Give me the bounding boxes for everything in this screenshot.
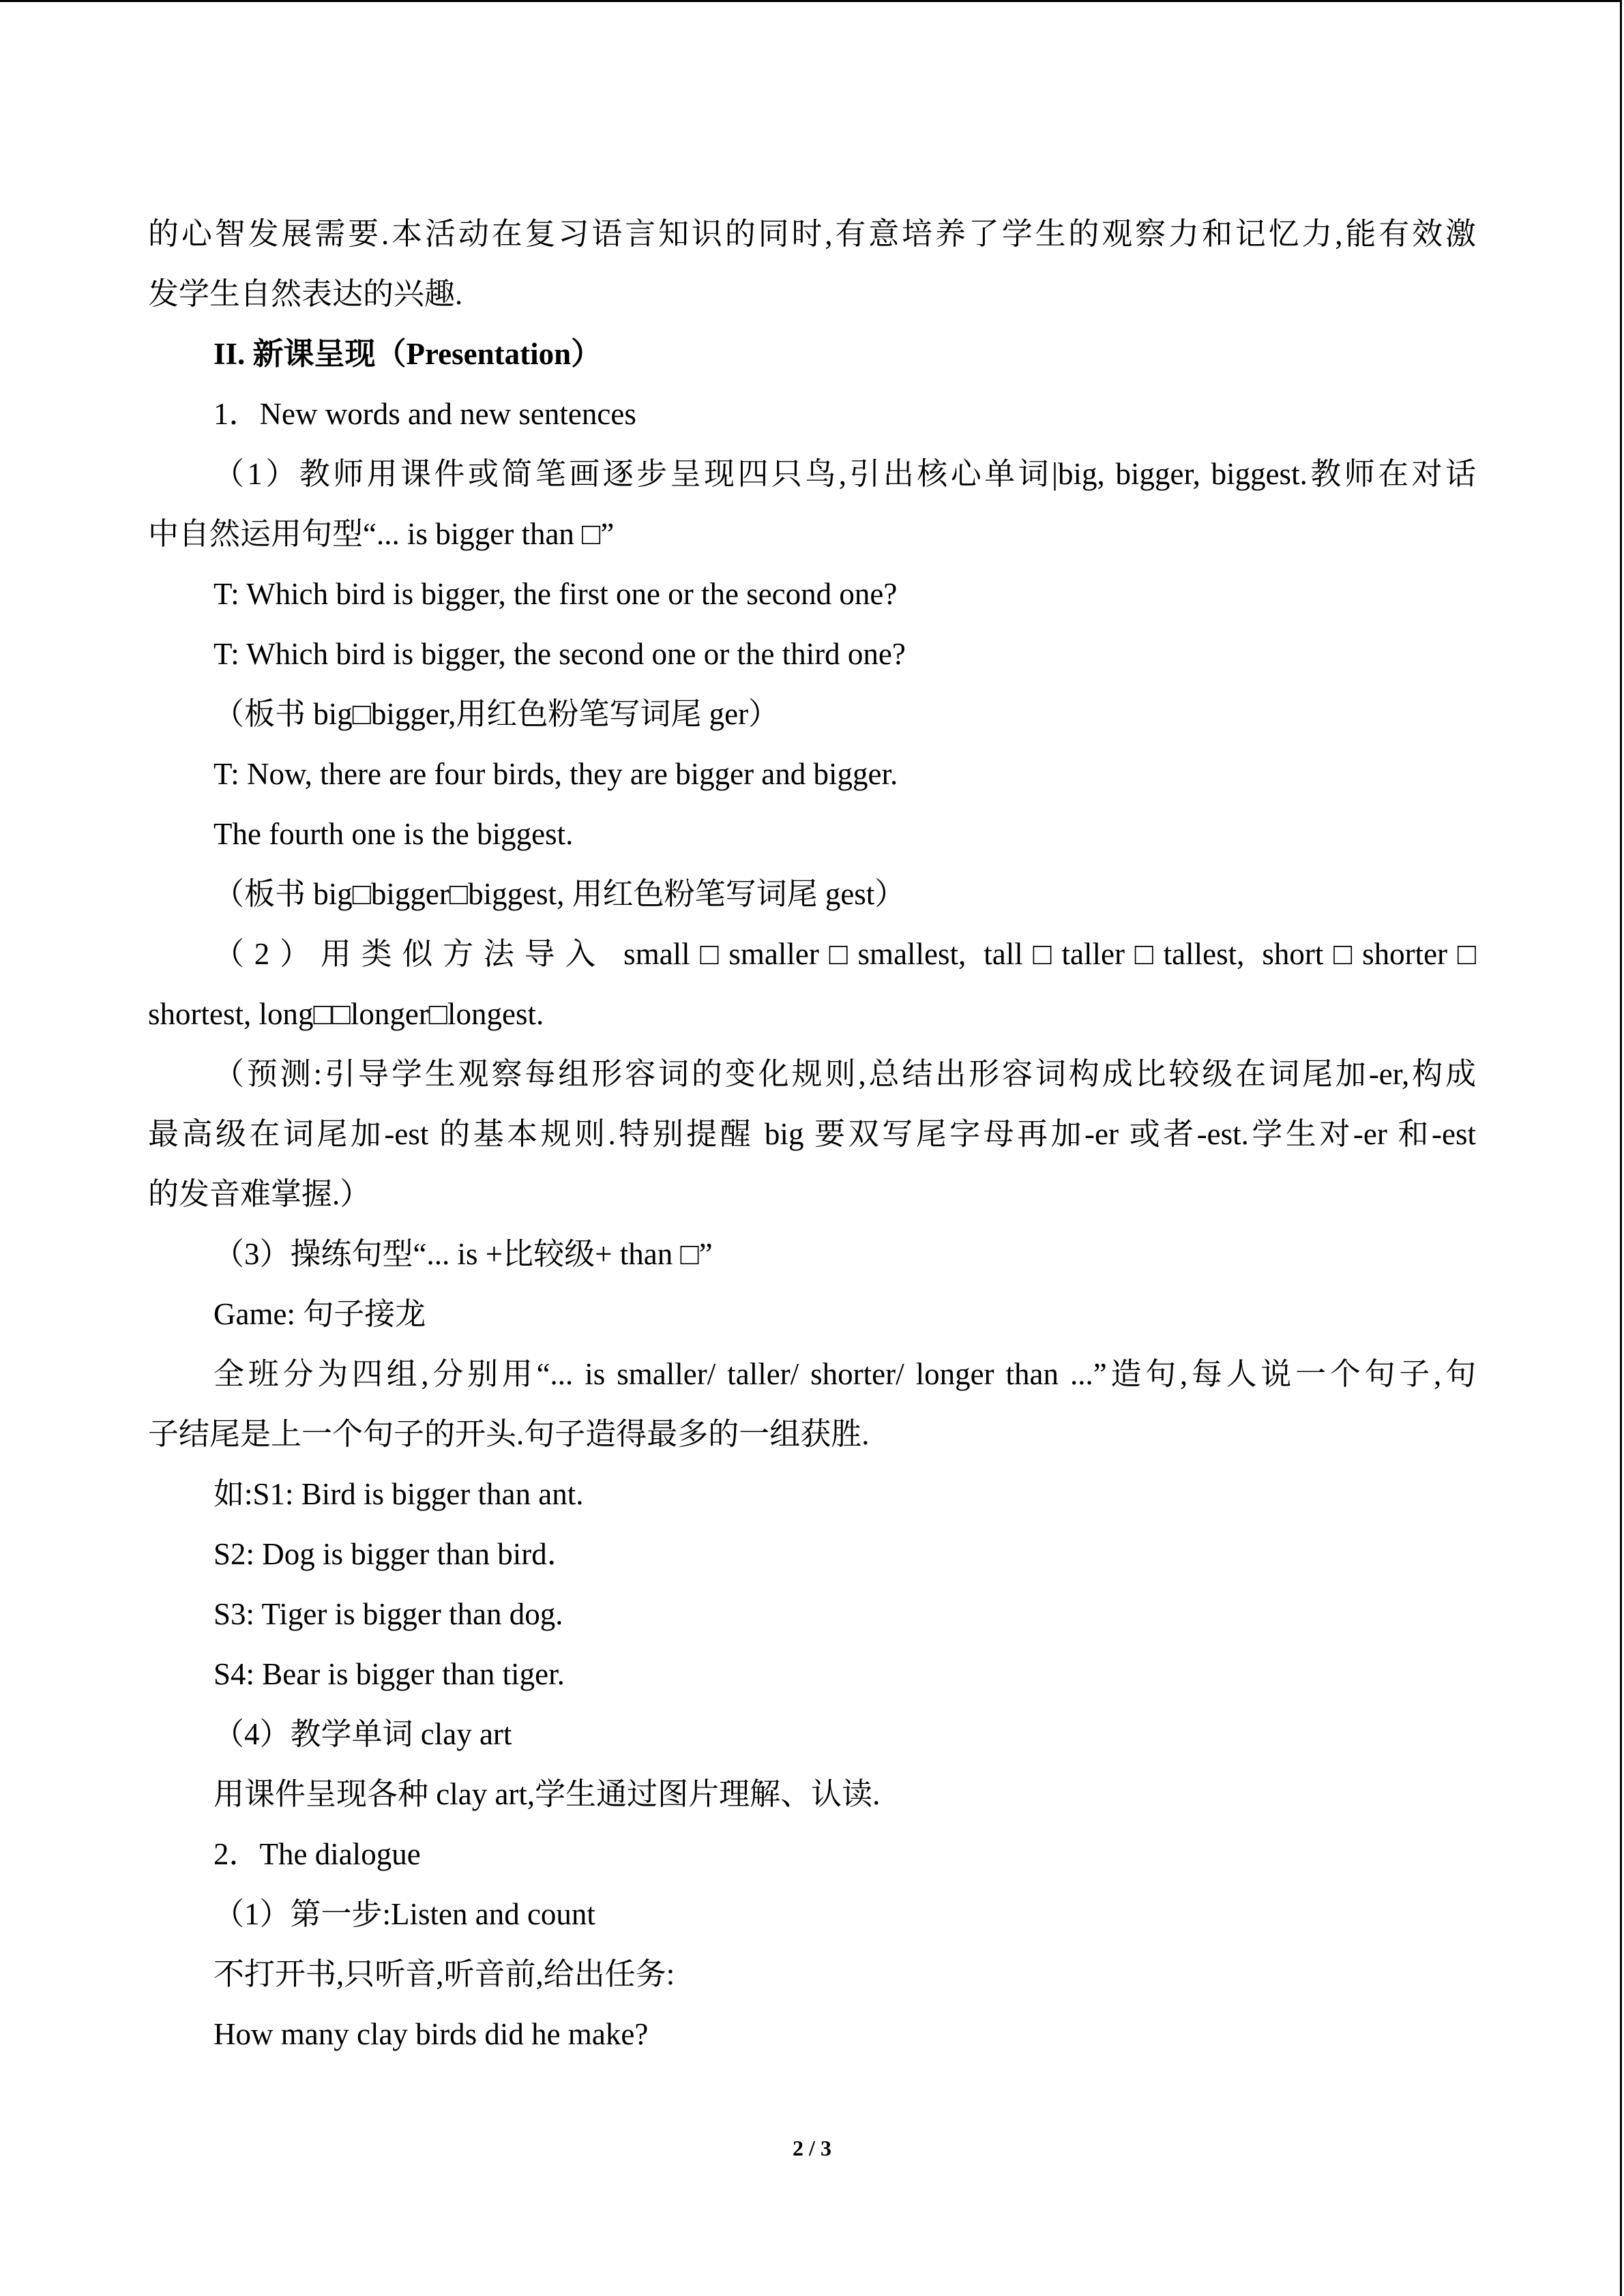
prediction-note-line: 的发音难掌握.） bbox=[148, 1177, 371, 1211]
teacher-dialogue-line: T: Which bird is bigger, the second one or the third one? bbox=[213, 637, 906, 671]
step-2-line: （2）用类似方法导入 small□smaller□smallest, tall□taller□tallest, short□shorter□ bbox=[213, 937, 1476, 971]
section-heading-presentation: II. 新课呈现（Presentation） bbox=[213, 337, 602, 371]
subsection-heading-new-words: 1．New words and new sentences bbox=[213, 397, 636, 431]
teacher-dialogue-line: The fourth one is the biggest. bbox=[213, 817, 574, 851]
paragraph-line: shortest, long□□longer□longest. bbox=[148, 997, 544, 1031]
step-4-line: （4）教学单词 clay art bbox=[213, 1717, 512, 1751]
teacher-dialogue-line: T: Which bird is bigger, the first one or the second one? bbox=[213, 577, 898, 611]
prediction-note-line: 最高级在词尾加-est 的基本规则.特别提醒 big 要双写尾字母再加-er 或者-est.学生对-er 和-est bbox=[148, 1117, 1476, 1151]
example-sentence: S4: Bear is bigger than tiger. bbox=[213, 1657, 565, 1691]
subsection-heading-dialogue: 2．The dialogue bbox=[213, 1837, 421, 1871]
blackboard-note: （板书 big□bigger,用红色粉笔写词尾 ger） bbox=[213, 697, 780, 731]
paragraph-line: 用课件呈现各种 clay art,学生通过图片理解、认读. bbox=[213, 1777, 881, 1811]
paragraph-line: 发学生自然表达的兴趣. bbox=[148, 277, 463, 311]
teacher-dialogue-line: T: Now, there are four birds, they are bigger and bigger. bbox=[213, 757, 898, 791]
step-1-line: （1）教师用课件或简笔画逐步呈现四只鸟,引出核心单词|big, bigger, biggest.教师在对话 bbox=[213, 457, 1476, 491]
blackboard-note: （板书 big□bigger□biggest, 用红色粉笔写词尾 gest） bbox=[213, 877, 906, 911]
prediction-note-line: （预测:引导学生观察每组形容词的变化规则,总结出形容词构成比较级在词尾加-er,构成 bbox=[213, 1057, 1476, 1091]
game-title: Game: 句子接龙 bbox=[213, 1297, 426, 1331]
game-instructions-line: 子结尾是上一个句子的开头.句子造得最多的一组获胜. bbox=[148, 1417, 870, 1451]
task-question: How many clay birds did he make? bbox=[213, 2017, 649, 2051]
game-instructions-line: 全班分为四组,分别用“... is smaller/ taller/ shorter/ longer than ...”造句,每人说一个句子,句 bbox=[213, 1357, 1476, 1391]
example-sentence: S2: Dog is bigger than bird． bbox=[213, 1537, 578, 1571]
dialogue-step-1-line: （1）第一步:Listen and count bbox=[213, 1897, 595, 1931]
example-sentence: 如:S1: Bird is bigger than ant. bbox=[213, 1477, 584, 1511]
page-number: 2 / 3 bbox=[793, 2136, 831, 2160]
example-sentence: S3: Tiger is bigger than dog. bbox=[213, 1597, 563, 1631]
document-body bbox=[148, 204, 1476, 2064]
step-3-line: （3）操练句型“... is +比较级+ than □” bbox=[213, 1237, 713, 1271]
paragraph-line: 不打开书,只听音,听音前,给出任务: bbox=[213, 1957, 675, 1991]
paragraph-line: 中自然运用句型“... is bigger than □” bbox=[148, 517, 615, 551]
paragraph-line: 的心智发展需要.本活动在复习语言知识的同时,有意培养了学生的观察力和记忆力,能有效激 bbox=[148, 217, 1476, 251]
